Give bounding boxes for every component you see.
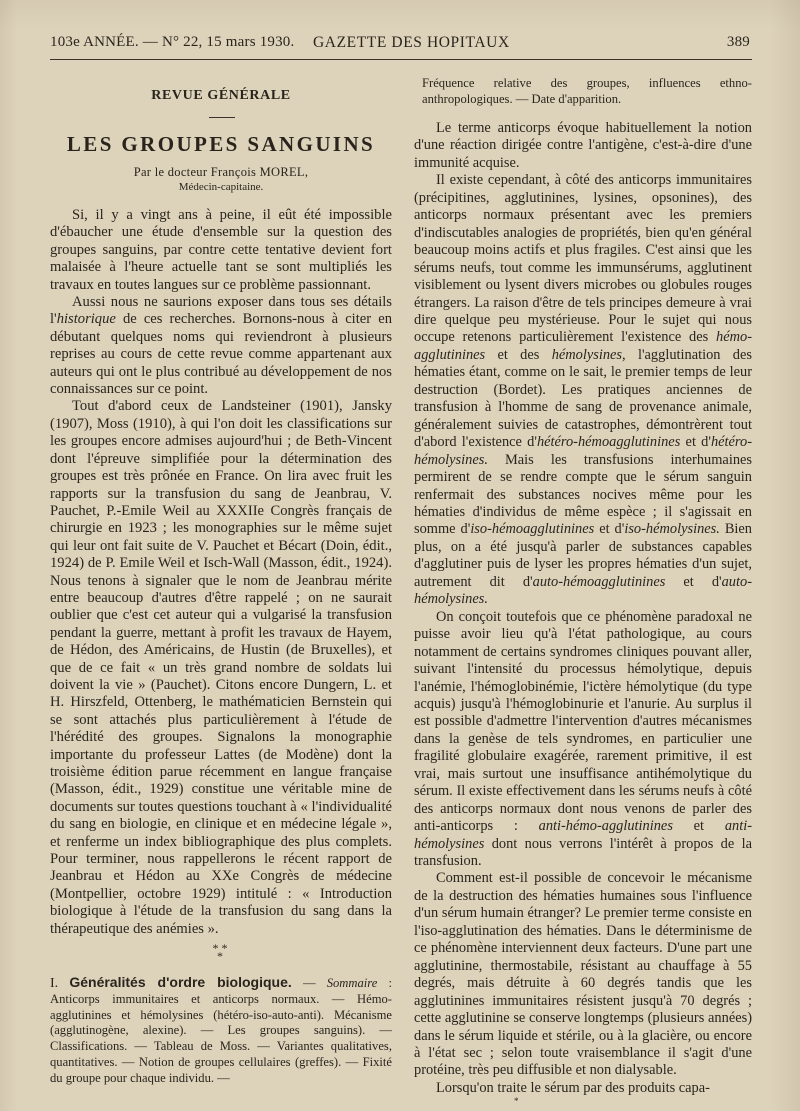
paragraph: Le terme anticorps évoque habituellement la notion d'une réaction dirigée contre l'antigène, c'est-à-dire d'une immunité acquise. — [414, 120, 752, 171]
section-asterism: * * * — [212, 941, 228, 963]
rubric-heading: REVUE GÉNÉRALE — [151, 88, 291, 103]
article-byline: Par le docteur François MOREL, — [133, 165, 309, 179]
rubric-divider — [209, 117, 235, 118]
left-column-body — [50, 207, 392, 938]
paragraph: Lorsqu'on traite le sérum par des produits capa- — [436, 1079, 710, 1096]
summary-continuation: Fréquence relative des groupes, influences ethno-anthropologiques. — Date d'apparition. — [422, 76, 752, 106]
section-summary: I. Généralités d'ordre biologique. — Sommaire : Anticorps immunitaires et anticorps normaux. — Hémo-agglutinines et hémolysines (hétéro-iso-auto-anti). Mécanisme (agglutinogène, alexine). — Les groupes sanguins). — Classifications. — Tableau de Moss. — Variantes qualitatives, quantitatives. — Notion de groupes cellulaires (greffes). — Fixité du groupe pour chaque individu. — — [50, 974, 392, 1085]
paragraph: On conçoit toutefois que ce phénomène paradoxal ne puisse avoir lieu qu'à l'état pathologique, au cours notamment de certains syndromes cliniques pouvant aller, suivant l'intensité du processus hémolytique, depuis l'anémie, l'hémoglobinémie, l'ictère hémolytique (du type acquis) jusqu'à l'hémoglobinurie et l'anurie. Au surplus il est possible d'admettre l'intervention d'autres mécanismes dans la genèse de tels syndromes, en particulier une fragilité globulaire exagérée, rarement primitive, il est vrai, mais surtout une insuffisance antihémolytique du sérum. Il existe effectivement dans les sérums neufs à côté des anticorps normaux dont nous venons de parler des anti-anticorps : anti-hémo-agglutinines et anti-hémolysines dont nous verrons l'intérêt à propos de la transfusion. — [414, 608, 752, 870]
paragraph: Il existe cependant, à côté des anticorps immunitaires (précipitines, agglutinines, lysines, opsonines), des anticorps normaux présentant avec les premiers d'indiscutables analogies de propriétés, bien qu'en général beaucoup moins actifs et plus fragiles. C'est ainsi que les sérums neufs, tout comme les immunsérums, agglutinent visiblement ou lysent divers microbes ou globules rouges étrangers. La raison d'être de tels principes demeure à vrai dire quelque peu mystérieuse. Pour le sujet qui nous occupe retenons particulièrement l'existence des hémo-agglutinines et des hémolysines, l'agglutination des hématies étant, comme on le sait, le premier temps de leur destruction (Bordet). Les pratiques anciennes de transfusion à l'homme de sang de provenance animale, généralement suivies de catastrophes, démontrèrent tout d'abord l'existence d'hétéro-hémoagglutinines et d'hétéro-hémolysines. Mais les transfusions interhumaines permirent de se rendre compte que le sérum sanguin renfermait des substances nocives même pour les hématies d'individus de même espèce ; il s'agissait en somme d'iso-hémoagglutinines et d'iso-hémolysines. Bien plus, on a été jusqu'à parler de substances capables d'agglutiner puis de lyser les propres hématies d'un sujet, autrement dit d'auto-hémoagglutinines et d'auto-hémolysines. — [414, 172, 752, 608]
page-number: 389 — [726, 34, 750, 50]
header-divider — [50, 59, 752, 60]
issue-line: 103e ANNÉE. — N° 22, 15 mars 1930. — [50, 34, 295, 50]
sommaire-text: : Anticorps immunitaires et anticorps normaux. — Hémo-agglutinines et hémolysines (hétéro-iso-auto-anti). Mécanisme (agglutinogène, alexine). — Les groupes sanguins). — Classifications. — Tableau de Moss. — Variantes qualitatives, quantitatives. — Notion de groupes cellulaires (greffes). — Fixité du groupe pour chaque individu. — — [50, 976, 392, 1085]
section-heading: Généralités d'ordre biologique. — [69, 974, 292, 990]
paragraph: Si, il y a vingt ans à peine, il eût été impossible d'ébaucher une étude d'ensemble sur la question des groupes sanguins, par contre cette tentative devient fort malaisée à l'heure actuelle tant se sont multipliés les travaux en toutes langues sur ce problème passionnant. — [50, 207, 392, 293]
paragraph: Tout d'abord ceux de Landsteiner (1901), Jansky (1907), Moss (1910), à qui l'on doit les classifications sur les groupes encore admises aujourd'hui ; de Beth-Vincent dont l'épreuve simplifiée pour la détermination des groupes est très prônée en France. On lira avec fruit les rapports sur la transfusion du sang de Jeanbrau, V. Pauchet, P.-Emile Weil au XXXIIe Congrès français de chirurgie en 1923 ; les monographies sur le même sujet qui leur ont fait suite de V. Pauchet et Bécart (Doin, édit., 1924) de P. Emile Weil et Isch-Wall (Masson, édit., 1924). Nous tenons à signaler que le nom de Jeanbrau mérite entre beaucoup d'autres d'être rappelé ; on ne saurait oublier que c'est cet auteur qui a vulgarisé la transfusion pendant la guerre, mettant à profit les travaux de Hayem, de Hédon, des Américains, de Hustin (de Bruxelles), et que de ce fait « un très grand nombre de soldats lui doivent la vie » (Pauchet). Citons encore Dungern, L. et H. Hirszfeld, Ottenberg, le mathématicien Bernstein qui se sont attachés plus particulièrement à l'étude de l'hérédité des groupes. Signalons la monographie importante du professeur Lattes (de Modène) dont la troisième édition parue récemment en langue française (Masson, édit., 1929) constitue une véritable mine de documents sur toutes questions touchant à « l'individualité du sang en biologie, en clinique et en médecine légale », et renferme un index bibliographique des plus complets. Pour terminer, nous rappellerons le récent rapport de Jeanbrau et Hédon au XXe Congrès de médecine (Montpellier, octobre 1929) intitulé : « Introduction biologique à l'étude de la transfusion du sang dans la thérapeutique des anémies ». — [50, 398, 392, 937]
section-number: I. — [50, 976, 59, 991]
paragraph: Aussi nous ne saurions exposer dans tous ses détails l'historique de ces recherches. Bornons-nous à citer en débutant quelques noms qui reviendront à plusieurs reprises au cours de cette revue comme appartenant aux auteurs qui ont le plus contribué au développement de nos connaissances sur ce point. — [50, 294, 392, 398]
article-title: LES GROUPES SANGUINS — [66, 132, 376, 156]
sommaire-label: Sommaire — [326, 976, 378, 990]
author-title: Médecin-capitaine. — [178, 181, 264, 193]
right-column-body — [414, 120, 752, 1097]
journal-title: GAZETTE DES HOPITAUX — [313, 34, 510, 51]
paragraph: Comment est-il possible de concevoir le mécanisme de la destruction des hématies humaines sous l'influence d'un sérum humain étranger? Le premier terme consiste en l'iso-agglutination des hématies. Dans le déterminisme de ce phénomène interviennent deux facteurs. D'une part une agglutinine, thermostabile, résistant au chauffage à 55 degrés, mais détruite à 60 degrés tandis que les agglutinines immunitaires résistent jusqu'à 70 degrés ; cette agglutinine se conserve longtemps (plusieurs années) dans le sérum liquide et stérile, ou à la glacière, ou encore à l'état sec ; selon toute vraisemblance il s'agit d'une protéine, très peu diffusible et non dialysable. — [414, 870, 752, 1079]
footer-mark: * — [514, 1096, 519, 1106]
running-header — [50, 34, 750, 56]
